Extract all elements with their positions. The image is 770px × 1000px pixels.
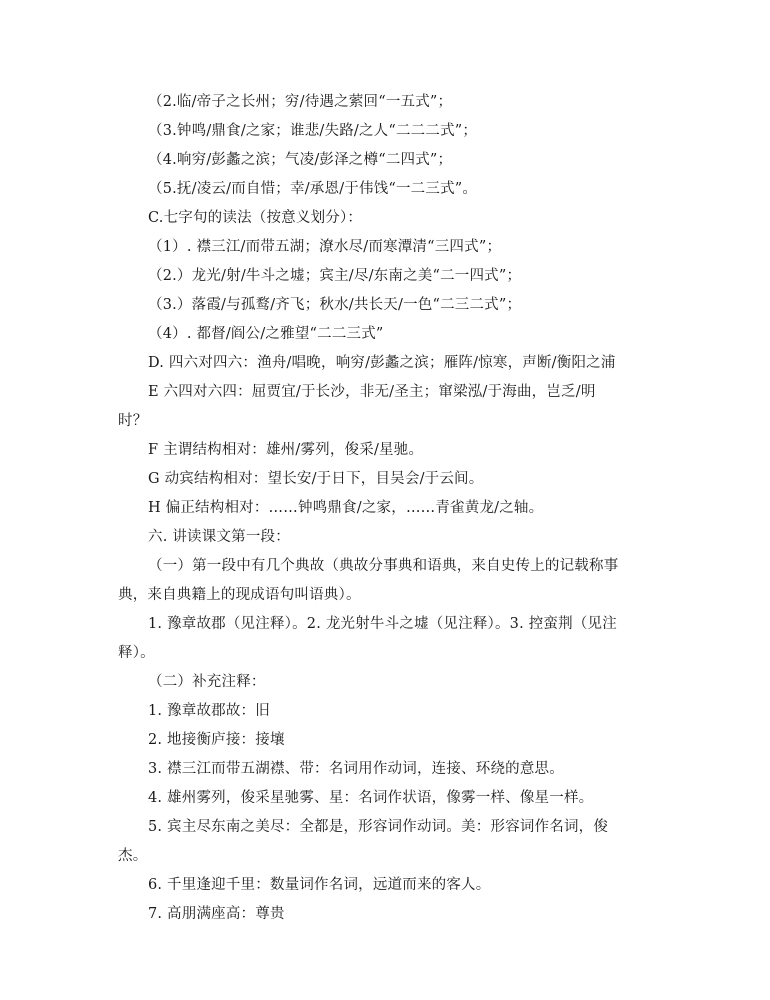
text-line-9: （4）. 都督/阎公/之雅望“二二三式” — [148, 326, 384, 342]
text-line-2: （3.钟鸣/鼎食/之家；谁悲/失路/之人“二二二式”； — [148, 123, 478, 139]
text-line-15: H 偏正结构相对：……钟鸣鼎食/之家，……青雀黄龙/之轴。 — [148, 500, 544, 516]
text-line-28: 6. 千里逢迎千里：数量词作名词，远道而来的客人。 — [148, 877, 491, 893]
section-heading: 六. 讲读课文第一段： — [148, 529, 290, 545]
text-line-8: （3.）落霞/与孤鹜/齐飞；秋水/共长天/一色“二三二式”； — [148, 297, 522, 313]
text-line-29: 7. 高朋满座高：尊贵 — [148, 906, 285, 922]
text-line-3: （4.响穷/彭蠡之滨；气凌/彭泽之樽“二四式”； — [148, 152, 453, 168]
text-line-12: 时？ — [118, 413, 148, 429]
text-line-6: （1）. 襟三江/而带五湖；潦水尽/而寒潭清“三四式”； — [148, 239, 502, 255]
text-line-13: F 主谓结构相对：雄州/雾列，俊采/星驰。 — [148, 442, 424, 458]
text-line-11: E 六四对六四：屈贾宜/于长沙，非无/圣主；窜梁泓/于海曲，岂乏/明 — [148, 384, 596, 400]
text-line-10: D. 四六对四六：渔舟/唱晚，响穷/彭蠡之滨；雁阵/惊寒，声断/衡阳之浦 — [148, 355, 616, 371]
text-line-14: G 动宾结构相对：望长安/于日下，目吴会/于云间。 — [148, 471, 484, 487]
text-line-19: 1. 豫章故郡（见注释）。2. 龙光射牛斗之墟（见注释）。3. 控蛮荆（见注 — [148, 616, 617, 632]
text-line-22: 1. 豫章故郡故：旧 — [148, 703, 270, 719]
text-line-27: 杰。 — [118, 848, 148, 864]
text-line-24: 3. 襟三江而带五湖襟、带：名词用作动词，连接、环绕的意思。 — [148, 761, 564, 777]
text-line-25: 4. 雄州雾列，俊采星驰雾、星：名词作状语，像雾一样、像星一样。 — [148, 790, 594, 806]
text-line-17: （一）第一段中有几个典故（典故分事典和语典，来自史传上的记载称事 — [148, 558, 619, 574]
subsection-heading: （二）补充注释： — [148, 674, 266, 690]
text-line-4: （5.抚/凌云/而自惜；幸/承恩/于伟饯“一二三式”。 — [148, 181, 478, 197]
text-line-7: （2.）龙光/射/牛斗之墟；宾主/尽/东南之美“二一四式”； — [148, 268, 522, 284]
text-line-1: （2.临/帝子之长州；穷/待遇之萦回“一五式”； — [148, 94, 453, 110]
text-line-23: 2. 地接衡庐接：接壤 — [148, 732, 285, 748]
text-line-5: C.七字句的读法（按意义划分）： — [148, 210, 363, 226]
text-line-18: 典，来自典籍上的现成语句叫语典）。 — [118, 587, 361, 603]
text-line-20: 释）。 — [118, 645, 155, 661]
text-line-26: 5. 宾主尽东南之美尽：全都是，形容词作动词。美：形容词作名词，俊 — [148, 819, 609, 835]
